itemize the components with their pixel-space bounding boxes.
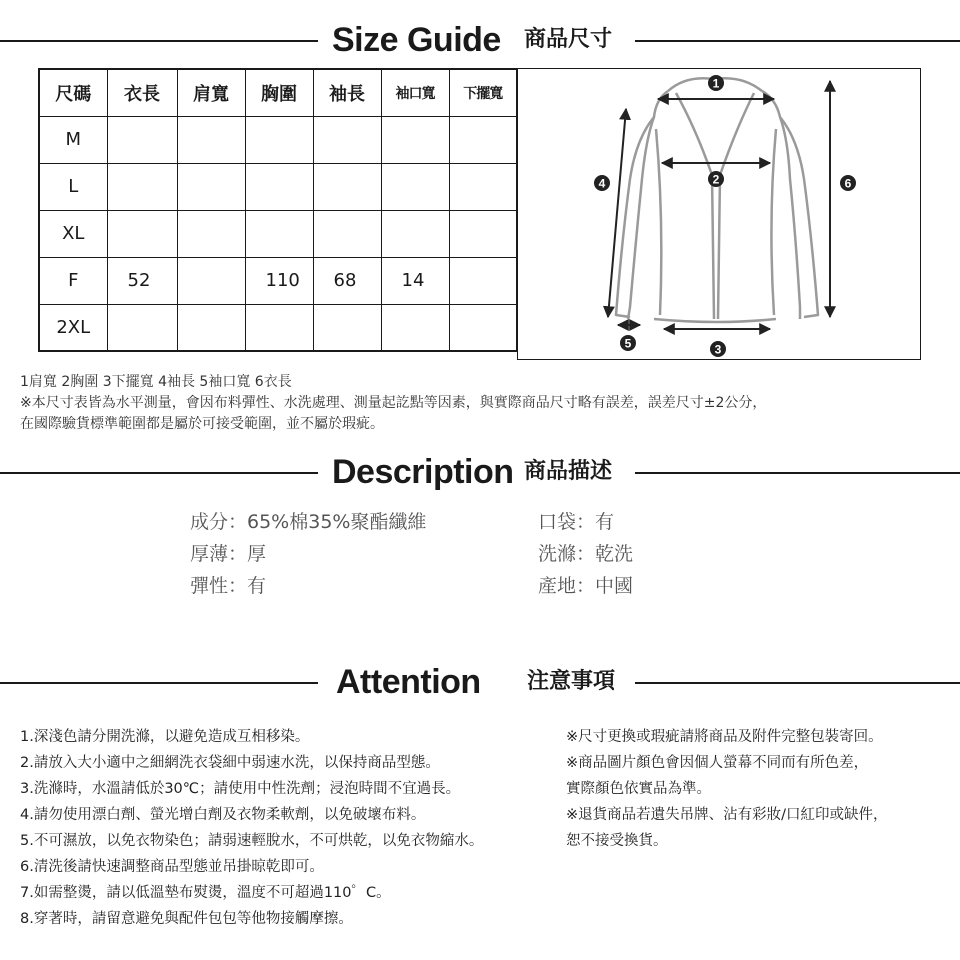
table-cell: [177, 304, 245, 351]
table-cell: 68: [313, 257, 381, 304]
table-cell: [381, 163, 449, 210]
list-item: 3.洗滌時，水溫請低於30℃；請使用中性洗劑；浸泡時間不宜過長。: [20, 781, 461, 797]
header-shoulder: 肩寬: [177, 69, 245, 116]
table-cell: [381, 304, 449, 351]
marker-1: 1: [712, 76, 720, 91]
divider: [635, 682, 960, 684]
origin: 產地：中國: [538, 575, 634, 597]
header-cuff: 袖口寬: [381, 69, 449, 116]
divider: [0, 472, 318, 474]
list-item: 4.請勿使用漂白劑、螢光增白劑及衣物柔軟劑，以免破壞布料。: [20, 807, 426, 823]
size-guide-title: Size Guide: [332, 21, 501, 59]
table-cell: [177, 257, 245, 304]
header-size: 尺碼: [39, 69, 107, 116]
list-item: 5.不可濕放，以免衣物染色；請弱速輕脫水，不可烘乾，以免衣物縮水。: [20, 833, 484, 849]
washing: 洗滌：乾洗: [538, 543, 634, 565]
table-cell: [107, 163, 177, 210]
table-cell: [313, 163, 381, 210]
description-header: [0, 452, 960, 492]
note-line: 恕不接受換貨。: [566, 833, 668, 849]
table-cell: [449, 257, 517, 304]
elasticity: 彈性：有: [190, 575, 267, 597]
attention-title-zh: 注意事項: [527, 669, 616, 694]
pocket: 口袋：有: [538, 511, 615, 533]
table-cell: 14: [381, 257, 449, 304]
table-row: [39, 116, 517, 163]
table-cell: [449, 210, 517, 257]
list-item: 2.請放入大小適中之細網洗衣袋細中弱速水洗，以保持商品型態。: [20, 755, 440, 771]
description-left: [190, 506, 426, 602]
header-sleeve: 袖長: [313, 69, 381, 116]
size-notes: [20, 372, 766, 435]
table-cell: [245, 304, 313, 351]
table-cell: [313, 304, 381, 351]
divider: [0, 40, 318, 42]
list-item: 8.穿著時，請留意避免與配件包包等他物接觸摩擦。: [20, 911, 353, 927]
tolerance-note: ※本尺寸表皆為水平測量，會因布料彈性、水洗處理、測量起訖點等因素，與實際商品尺寸略有誤差，誤差尺寸±2公分，: [20, 395, 767, 411]
divider: [635, 40, 960, 42]
note-line: ※退貨商品若遺失吊牌、沾有彩妝/口紅印或缺件，: [566, 807, 888, 823]
table-cell: [245, 163, 313, 210]
note-line: ※尺寸更換或瑕疵請將商品及附件完整包裝寄回。: [566, 729, 883, 745]
tolerance-note: 在國際驗貨標準範圍都是屬於可接受範圍，並不屬於瑕疵。: [20, 416, 384, 432]
table-row: [39, 210, 517, 257]
table-cell: [177, 210, 245, 257]
table-cell: 52: [107, 257, 177, 304]
size-label: F: [39, 257, 107, 304]
description-title-zh: 商品描述: [524, 459, 613, 484]
description-title: Description: [332, 453, 514, 491]
header-hem: 下擺寬: [449, 69, 517, 116]
marker-4: 4: [598, 176, 606, 191]
garment-diagram: [517, 68, 921, 360]
table-cell: [449, 163, 517, 210]
marker-6: 6: [844, 176, 852, 191]
size-guide-header: [0, 20, 960, 60]
note-line: ※商品圖片顏色會因個人螢幕不同而有所色差，: [566, 755, 869, 771]
marker-3: 3: [714, 342, 722, 357]
attention-header: [0, 662, 960, 702]
table-cell: [313, 210, 381, 257]
measurement-legend: 1肩寬 2胸圍 3下擺寬 4袖長 5袖口寬 6衣長: [20, 374, 292, 390]
table-cell: [177, 116, 245, 163]
list-item: 7.如需整燙，請以低溫墊布熨燙，溫度不可超過110゜C。: [20, 885, 391, 901]
marker-5: 5: [624, 336, 632, 351]
header-length: 衣長: [107, 69, 177, 116]
table-cell: [313, 116, 381, 163]
table-row: [39, 257, 517, 304]
care-instructions: [20, 724, 483, 932]
table-cell: [449, 116, 517, 163]
description-right: [538, 506, 633, 602]
table-cell: [449, 304, 517, 351]
table-cell: [177, 163, 245, 210]
table-cell: [381, 210, 449, 257]
size-guide-title-zh: 商品尺寸: [524, 27, 613, 52]
size-label: XL: [39, 210, 107, 257]
table-cell: [381, 116, 449, 163]
attention-title: Attention: [336, 663, 481, 701]
list-item: 1.深淺色請分開洗滌，以避免造成互相移染。: [20, 729, 310, 745]
size-label: M: [39, 116, 107, 163]
cardigan-illustration: [518, 69, 920, 359]
cardigan-outline: [616, 78, 818, 322]
table-cell: [107, 210, 177, 257]
table-cell: [107, 304, 177, 351]
divider: [635, 472, 960, 474]
table-cell: 110: [245, 257, 313, 304]
header-chest: 胸圍: [245, 69, 313, 116]
thickness: 厚薄：厚: [190, 543, 267, 565]
size-label: L: [39, 163, 107, 210]
table-cell: [107, 116, 177, 163]
table-row: [39, 163, 517, 210]
table-header-row: [39, 69, 517, 116]
material: 成分：65%棉35%聚酯纖維: [190, 511, 427, 533]
marker-2: 2: [712, 172, 720, 187]
table-cell: [245, 116, 313, 163]
list-item: 6.清洗後請快速調整商品型態並吊掛晾乾即可。: [20, 859, 324, 875]
size-label: 2XL: [39, 304, 107, 351]
table-row: [39, 304, 517, 351]
note-line: 實際顏色依實品為準。: [566, 781, 711, 797]
return-notes: [566, 724, 888, 854]
divider: [0, 682, 318, 684]
size-table: [38, 68, 518, 352]
table-cell: [245, 210, 313, 257]
